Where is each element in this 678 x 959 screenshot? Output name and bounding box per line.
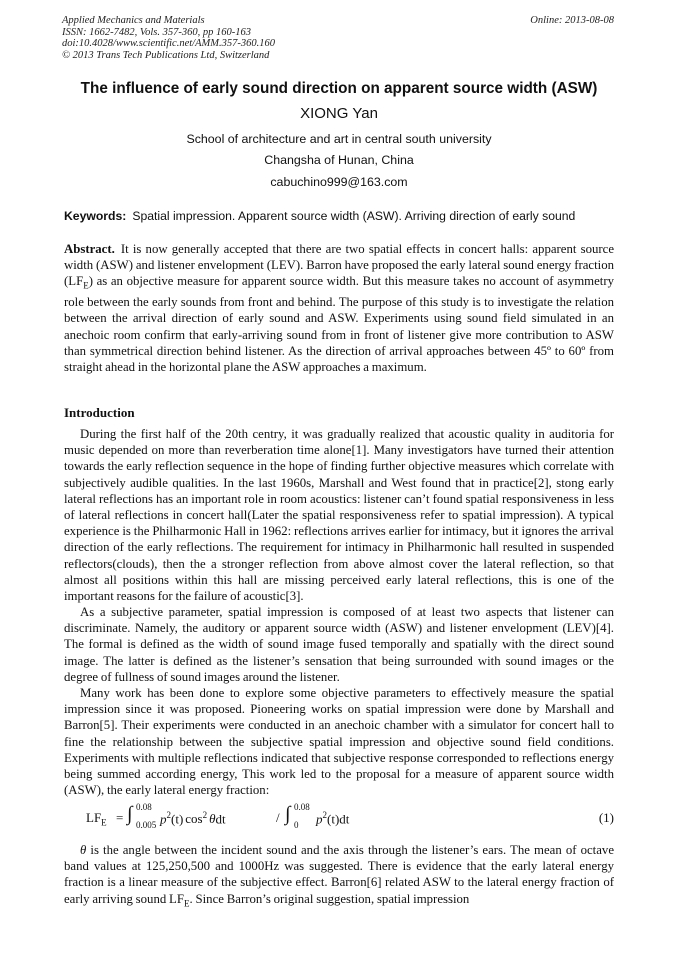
eq-slash: / <box>276 810 280 825</box>
keywords-text: Spatial impression. Apparent source width (ASW). Arriving direction of early sound <box>132 209 576 223</box>
eq-lower-limit-1: 0.005 <box>136 820 157 830</box>
intro-paragraph-4-text: is the angle between the incident sound and the axis through the listener’s ears. The mean of octave band values at 125,250,500 and 1000Hz was suggested. There is evidence that the early lateral energy fraction is a linear measure of the subjective effect. Barron[6] related ASW to the lateral energy fraction of early arriving sound LF <box>64 843 614 906</box>
copyright-line: © 2013 Trans Tech Publications Ltd, Switzerland <box>62 49 270 61</box>
equation-number: (1) <box>598 810 614 825</box>
integral-sign: ∫ <box>127 803 133 825</box>
eq-lhs: $LF_E$ <box>86 810 107 828</box>
eq-upper-limit-2: 0.08 <box>294 802 310 812</box>
abstract-text-a: It is now generally accepted that there are two spatial effects in concert halls: apparent source width (ASW) and listener envelopment (LEV). Barron have proposed the early lateral sound energy fraction (LF <box>64 242 614 289</box>
intro-paragraph-2: As a subjective parameter, spatial impression is composed of at least two aspects that listener can discriminate. Namely, the auditory or apparent source width (ASW) and listener envelopment (LEV)[4]. The formal is defined as the width of sound image fused temporally and spatially with the direct sound image. The latter is defined as the listener’s sensation that being surrounded with sound images or the degree of fullness of sound images around the listener. <box>64 605 614 684</box>
intro-paragraph-4 <box>64 842 614 911</box>
abstract-text-b: ) as an objective measure for apparent source width. But this measure takes no account of asymmetry role between the early sounds from front and behind. The purpose of this study is to investigate the relation between the arrival direction of early sound and ASW. Experiments using sound field simulated in an anechoic room confirm that early-arriving sound from in front of listener give more contribution to ASW than symmetrical direction behind listener. As the direction of arrival approaches between 45º to 60º from straight ahead in the horizontal plane the ASW approaches a maximum. <box>64 274 614 374</box>
paper-title: The influence of early sound direction on apparent source width (ASW) <box>80 80 598 97</box>
abstract <box>64 241 614 375</box>
online-date: Online: 2013-08-08 <box>530 15 614 26</box>
theta-symbol: θ <box>80 843 87 857</box>
eq-upper-limit-1: 0.08 <box>136 802 152 812</box>
eq-integrand-2: $p^2(t)dt$ <box>316 810 350 827</box>
journal-name: Applied Mechanics and Materials <box>62 15 205 26</box>
eq-equals: = <box>116 810 124 825</box>
doi-line: doi:10.4028/www.scientific.net/AMM.357-360.160 <box>62 38 275 49</box>
author-email: cabuchino999@163.com <box>270 175 408 189</box>
eq-integrand-1: $p^2(t)$ $\cos^2 \theta dt$ <box>160 810 226 827</box>
intro-paragraph-1: During the first half of the 20th centry, it was gradually realized that acoustic quality in auditoria for music depended on more than reverberation time alone[1]. Many investigators have turned their attention towards the early reflection sequence in the hope of finding further objective measures which correlate with subjectively audible qualities. In the last 1960s, Marshall and West found that in practice[2], stong early lateral reflections has an important role in room acoustics: listener can’t found spatial responsiveness in less of lateral reflections in concert hall(Later the spatial responsiveness refer to spatial impression). A typical experience is the Philharmonic Hall in 1962: reflections arrives earlier for intimacy, but it ignores the arrival direction of the early reflections. The requirement for intimacy in Philharmonic hall resulted in suspended reflectors(clouds), then the a stronger reflection from above almost cover the lateral reflection, so that almost all positions within this hall are missing perceived early lateral reflections, this is one of the important reasons for the failure of acoustic[3]. <box>64 427 614 604</box>
affiliation-location: Changsha of Hunan, China <box>264 153 414 167</box>
abstract-subscript: E <box>83 280 89 291</box>
author-name: XIONG Yan <box>300 105 378 122</box>
keywords-label: Keywords: <box>64 209 127 223</box>
issn-line: ISSN: 1662-7482, Vols. 357-360, pp 160-163 <box>62 26 251 38</box>
abstract-label: Abstract. <box>64 242 115 256</box>
affiliation-line: School of architecture and art in central south university <box>186 132 492 146</box>
journal-header <box>62 15 275 61</box>
eq-lower-limit-2: 0 <box>294 820 299 830</box>
keywords <box>64 209 575 223</box>
equation-1 <box>86 802 614 832</box>
integral-sign: ∫ <box>285 803 291 825</box>
intro-paragraph-3: Many work has been done to explore some objective parameters to effectively measure the spatial impression since it was proposed. Pioneering works on spatial impression were done by Marshall and Barron[5]. Their experiments were conducted in an anechoic chamber with a simulator for concert hall to fine the relationship between the subjective spatial impression and objective sound field conditions. Experiments with multiple reflections indicated that subjective response corresponded to reflections energy being summed according energy, This work led to the proposal for a measure of apparent source width (ASW), the early lateral energy fraction: <box>64 686 614 798</box>
lfe-subscript: E <box>184 898 190 909</box>
section-heading-introduction: Introduction <box>64 405 135 420</box>
intro-paragraph-4-tail: . Since Barron’s original suggestion, spatial impression <box>189 891 470 906</box>
